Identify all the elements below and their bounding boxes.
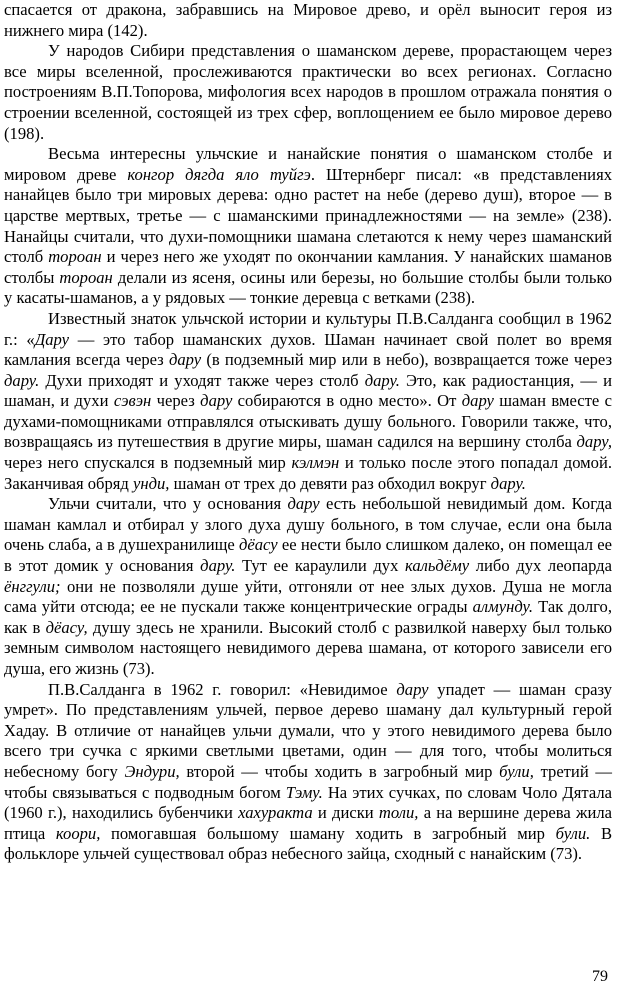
text-run: собираются в одно место». От [232,391,462,411]
italic-term: дару [200,391,233,411]
text-run: и через него же уходят по окончании камлания. У нанайских шаманов столбы [4,247,612,287]
italic-term: сэвэн [113,391,152,411]
body-text [4,0,612,865]
text-run: помогавшая большому шаману ходить в загробный мир [100,823,556,843]
text-run: через [151,391,201,411]
italic-term: дару. [4,370,40,390]
text-run: Весьма интересны ульчские и нанайские понятия о шаманском столбе и мировом древе [4,144,612,184]
text-run: Тут ее караулили дух [235,556,405,576]
text-run: второй — чтобы ходить в загробный мир [179,761,500,781]
italic-term: були, [499,761,534,781]
text-run: и диски [312,803,379,823]
italic-term: дёасу, [45,617,88,637]
text-run: П.В.Салданга в 1962 г. говорил: «Невидимое [48,679,397,699]
italic-term: Тэму. [285,782,323,802]
italic-term: толи, [378,803,419,823]
paragraph [4,144,612,309]
italic-term: дёасу [239,535,278,555]
italic-term: хахуракта [238,803,313,823]
italic-term: алмунду. [472,597,533,617]
italic-term: дару. [200,556,236,576]
italic-term: дару. [364,370,400,390]
text-run: — это табор шаманских духов. Шаман начинает свой полет во время камлания всегда через [4,329,612,370]
page-number: 79 [592,968,608,985]
italic-term: дару, [576,432,612,452]
text-run: шаман вместе с духами-помощниками отправлялся отыскивать душу больного. Говорили также, что, возвращаясь из путешествия в другие миры, шаман садился на вершину столба [4,391,612,452]
italic-term: дару [396,679,429,699]
text-run: через него спускался в подземный мир [4,453,292,473]
text-run: В фольклоре ульчей существовал образ небесного зайца, сходный с нанайским (73). [4,823,613,864]
paragraph [4,680,612,865]
italic-term: тороан [59,267,113,287]
italic-term: дару [168,350,202,370]
text-run: шаман от трех до девяти раз обходил вокруг [169,473,491,493]
paragraph [4,41,612,144]
text-run: душу здесь не хранили. Высокий столб с развилкой наверху был только земным символом настоящего невидимого дерева шамана, от которого зависели его душа, его жизнь (73). [4,617,612,678]
text-run: Так долго, как в [4,597,613,637]
text-run: а на вершине дерева жила птица [4,803,612,843]
italic-term: тороан [48,247,102,267]
text-run: они не позволяли душе уйти, отгоняли от нее злых духов. Душа не могла сама уйти отсюда; ее не пускали также концентрические ограды [4,576,612,617]
text-run: Ульчи считали, что у основания [48,494,288,514]
text-run: Это, как радиостанция, — и шаман, и духи [4,370,612,411]
italic-term: ёнггули; [4,576,61,596]
text-run: либо дух леопарда [469,556,612,576]
text-run: Известный знаток ульчской истории и культуры П.В.Салданга сообщил в 1962 г.: « [4,308,612,349]
italic-term: дару. [490,473,526,493]
text-run: ее нести было слишком далеко, он помещал ее в этот домик у основания [4,535,612,576]
text-run: . Штернберг писал: «в представлениях нанайцев было три мировых дерева: одно растет на небе (дерево душ), второе — в царстве мертвых, третье — с шаманскими принадлежностями — на земле» (238). Нанайцы считали, что духи-помощники шамана слетаются к нему через шаманский столб [4,164,612,267]
italic-term: дару [461,391,494,411]
italic-term: Эндури, [124,761,180,781]
paragraph [4,494,612,679]
paragraph [4,309,612,494]
italic-term: Дару [34,329,70,349]
text-run: упадет — шаман сразу умрет». По представлениям ульчей, первое дерево шаману дал культурный герой Хадау. В отличие от нанайцев ульчи думали, что у этого невидимого дерева было всего три сучка с яркими светлыми цветами, один — для того, чтобы молиться небесному богу [4,679,612,781]
paragraph [4,0,612,41]
text-run: и только после этого попадал домой. Заканчивая обряд [4,453,612,493]
text-run: третий — чтобы связываться с подводным богом [4,761,612,802]
italic-term: конгор дягда яло туйгэ [127,164,311,184]
italic-term: кальдёму [404,556,470,576]
text-run: делали из ясеня, осины или березы, но большие столбы были только у касаты-шаманов, а у рядовых — тонкие деревца с ветками (238). [4,267,612,308]
italic-term: коори, [55,823,101,843]
italic-term: унди, [132,473,170,493]
text-run: спасается от дракона, забравшись на Мировое древо, и орёл выносит героя из нижнего мира (142). [4,0,612,40]
text-run: Духи приходят и уходят также через столб [39,370,365,390]
text-run: На этих сучках, по словам Чоло Дятала (1960 г.), находились бубенчики [4,782,612,823]
italic-term: були. [555,823,591,843]
text-run: есть небольшой невидимый дом. Когда шаман камлал и отбирал у злого духа душу больного, в том случае, если она была очень слаба, а в душехранилище [4,494,612,555]
italic-term: кэлмэн [291,453,340,473]
italic-term: дару [287,494,320,514]
text-run: У народов Сибири представления о шаманском дереве, прорастающем через все миры вселенной, прослеживаются практически во всех регионах. Согласно построениям В.П.Топорова, мифология всех народов в прошлом отражала понятия о строении вселенной, состоящей из трех сфер, воплощением ее было мировое дерево (198). [4,41,612,143]
text-run: (в подземный мир или в небо), возвращается тоже через [201,350,613,370]
